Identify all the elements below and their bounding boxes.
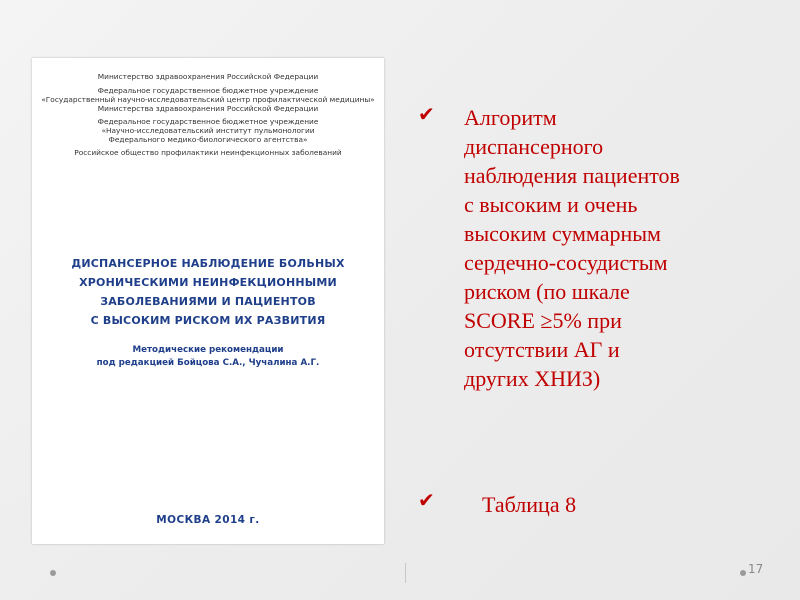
bullet-text-line: риском (по шкале (464, 279, 630, 304)
cover-org-line: Министерства здравоохранения Российской Федерации (97, 104, 319, 113)
checkmark-icon: ✔ (418, 102, 435, 126)
cover-subtitle-line: под редакцией Бойцова С.А., Чучалина А.Г. (96, 358, 320, 368)
footer-divider (405, 563, 406, 583)
checkmark-icon: ✔ (418, 488, 435, 512)
cover-title-line: С ВЫСОКИМ РИСКОМ ИХ РАЗВИТИЯ (90, 314, 326, 327)
bullet-text-line: сердечно-сосудистым (464, 250, 668, 275)
bullet-text-line: SCORE ≥5% при (464, 308, 622, 333)
cover-org-line: Федерального медико-биологического агентства» (108, 135, 308, 144)
cover-city-year: МОСКВА 2014 г. (156, 514, 260, 526)
cover-title-line: ЗАБОЛЕВАНИЯМИ И ПАЦИЕНТОВ (100, 295, 316, 308)
cover-org-line: Министерство здравоохранения Российской Федерации (97, 72, 319, 81)
bullet-text-line: наблюдения пациентов (464, 163, 680, 188)
cover-subtitle-line: Методические рекомендации (132, 345, 284, 355)
cover-org-line: Российское общество профилактики неинфекционных заболеваний (74, 148, 342, 157)
bullet-text: Таблица 8 (482, 492, 577, 517)
cover-org-line: Федеральное государственное бюджетное учреждение (97, 86, 319, 95)
footer-dot-right (740, 570, 746, 576)
page-number: 17 (748, 562, 764, 576)
cover-title-line: ДИСПАНСЕРНОЕ НАБЛЮДЕНИЕ БОЛЬНЫХ (71, 257, 345, 270)
bullet-text-line: диспансерного (464, 134, 604, 159)
cover-org-line: Федеральное государственное бюджетное учреждение (97, 117, 319, 126)
cover-title (32, 254, 384, 330)
footer-dot-left (50, 570, 56, 576)
cover-org-line: «Государственный научно-исследовательский центр профилактической медицины» (41, 95, 375, 104)
bullet-text-line: других ХНИЗ) (464, 366, 601, 391)
cover-subtitle (32, 344, 384, 370)
book-cover-image (32, 58, 384, 544)
bullet-text-line: отсутствии АГ и (464, 337, 620, 362)
cover-title-line: ХРОНИЧЕСКИМИ НЕИНФЕКЦИОННЫМИ (79, 276, 337, 289)
bullet-text-line: высоким суммарным (464, 221, 661, 246)
bullet-text-line: Алгоритм (464, 105, 557, 130)
bullet-text-line: с высоким и очень (464, 192, 638, 217)
cover-org-line: «Научно-исследовательский институт пульмонологии (101, 126, 315, 135)
bullet-text (464, 103, 784, 393)
